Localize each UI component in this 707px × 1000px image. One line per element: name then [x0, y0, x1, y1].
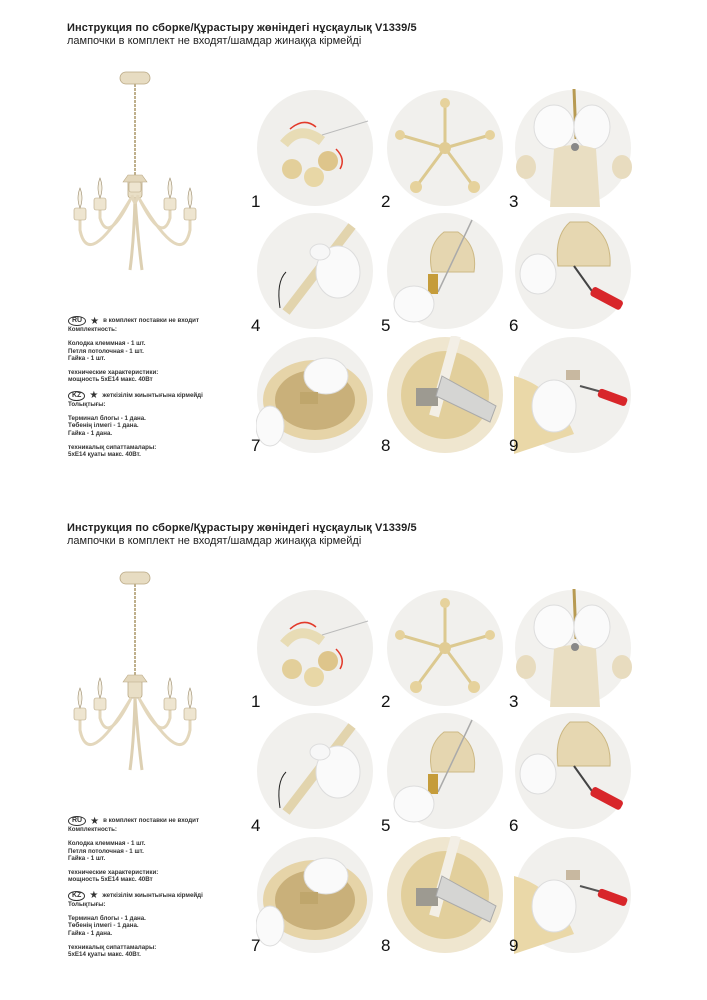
- step-photo-5: [386, 212, 504, 330]
- ru-badge: RU: [68, 816, 86, 826]
- kit-info: [68, 315, 261, 459]
- ru-kit-item: Гайка - 1 шт.: [68, 854, 106, 862]
- kit-info: [68, 815, 261, 959]
- step-photo-4: [256, 212, 374, 330]
- step-photo-2: [386, 89, 504, 207]
- sheet-subtitle: лампочки в комплект не входят/шамдар жинаққа кірмейді: [67, 535, 362, 547]
- step-photo-7: [256, 336, 374, 454]
- step-number-9: 9: [509, 436, 519, 455]
- step-photo-9: [514, 336, 632, 454]
- ru-specs-value: мощность 5хЕ14 макс. 40Вт: [68, 876, 153, 884]
- step-photo-6: [514, 712, 632, 830]
- step-photo-6: [514, 212, 632, 330]
- step-photo-7: [256, 836, 374, 954]
- ru-kit-item: Колодка клеммная - 1 шт.: [68, 840, 146, 848]
- ru-badge: RU: [68, 316, 86, 326]
- instruction-sheet-top: [0, 0, 707, 490]
- step-photo-1: [256, 89, 374, 207]
- step-number-9: 9: [509, 936, 519, 955]
- sheet-title: Инструкция по сборке/Құрастыру жөніндегі нұсқаулық V1339/5: [67, 522, 417, 534]
- step-photo-9: [514, 836, 632, 954]
- kz-kit-heading: Толықтығы:: [68, 900, 106, 908]
- step-photo-5: [386, 712, 504, 830]
- step-photo-3: [514, 589, 632, 707]
- ru-kit-heading: Комплектность:: [68, 326, 117, 333]
- kz-specs-value: 5хЕ14 қуаты макс. 40Вт.: [68, 951, 141, 959]
- step-number-4: 4: [251, 316, 261, 335]
- kz-kit-item: Гайка - 1 дана.: [68, 929, 113, 937]
- step-photo-8: [386, 836, 504, 954]
- sheet-subtitle: лампочки в комплект не входят/шамдар жинаққа кірмейді: [67, 35, 362, 47]
- star-icon: ★: [89, 890, 99, 902]
- step-number-3: 3: [509, 692, 519, 711]
- kz-badge: KZ: [68, 391, 85, 401]
- ru-kit-heading: Комплектность:: [68, 826, 117, 833]
- ru-specs-value: мощность 5хЕ14 макс. 40Вт: [68, 376, 153, 384]
- ru-specs-heading: технические характеристики:: [68, 869, 159, 877]
- kz-badge: KZ: [68, 891, 85, 901]
- chandelier-illustration: [68, 70, 202, 282]
- step-number-1: 1: [251, 692, 261, 711]
- step-number-4: 4: [251, 816, 261, 835]
- step-number-2: 2: [381, 692, 391, 711]
- step-number-7: 7: [251, 936, 261, 955]
- kz-kit-item: Гайка - 1 дана.: [68, 429, 113, 437]
- ru-kit-item: Колодка клеммная - 1 шт.: [68, 340, 146, 348]
- ru-kit-item: Петля потолочная - 1 шт.: [68, 847, 144, 855]
- ru-kit-item: Гайка - 1 шт.: [68, 354, 106, 362]
- step-number-5: 5: [381, 316, 391, 335]
- kz-kit-item: Терминал блогы - 1 дана.: [68, 915, 146, 923]
- kz-specs-value: 5хЕ14 қуаты макс. 40Вт.: [68, 451, 141, 459]
- step-number-2: 2: [381, 192, 391, 211]
- star-icon: ★: [89, 390, 99, 402]
- instruction-sheet-bottom: [0, 500, 707, 990]
- step-number-1: 1: [251, 192, 261, 211]
- step-number-3: 3: [509, 192, 519, 211]
- step-number-5: 5: [381, 816, 391, 835]
- kz-kit-item: Төбенің ілмегі - 1 дана.: [68, 922, 139, 930]
- ru-specs-heading: технические характеристики:: [68, 369, 159, 377]
- ru-note: в комплект поставки не входит: [103, 317, 199, 325]
- kz-kit-heading: Толықтығы:: [68, 400, 106, 408]
- chandelier-illustration: [68, 570, 202, 782]
- kz-kit-item: Терминал блогы - 1 дана.: [68, 415, 146, 423]
- sheet-title: Инструкция по сборке/Құрастыру жөніндегі нұсқаулық V1339/5: [67, 22, 417, 34]
- kz-specs-heading: техникалық сипаттамалары:: [68, 443, 157, 451]
- step-number-7: 7: [251, 436, 261, 455]
- ru-kit-item: Петля потолочная - 1 шт.: [68, 347, 144, 355]
- ru-note: в комплект поставки не входит: [103, 817, 199, 825]
- kz-kit-item: Төбенің ілмегі - 1 дана.: [68, 422, 139, 430]
- step-photo-1: [256, 589, 374, 707]
- step-photo-8: [386, 336, 504, 454]
- kz-specs-heading: техникалық сипаттамалары:: [68, 943, 157, 951]
- step-number-8: 8: [381, 936, 391, 955]
- step-photo-2: [386, 589, 504, 707]
- step-number-8: 8: [381, 436, 391, 455]
- step-number-6: 6: [509, 316, 519, 335]
- star-icon: ★: [90, 315, 100, 327]
- step-photo-3: [514, 89, 632, 207]
- step-number-6: 6: [509, 816, 519, 835]
- kz-note: жеткізілім жиынтығына кірмейді: [102, 392, 203, 400]
- step-photo-4: [256, 712, 374, 830]
- kz-note: жеткізілім жиынтығына кірмейді: [102, 892, 203, 900]
- star-icon: ★: [90, 815, 100, 827]
